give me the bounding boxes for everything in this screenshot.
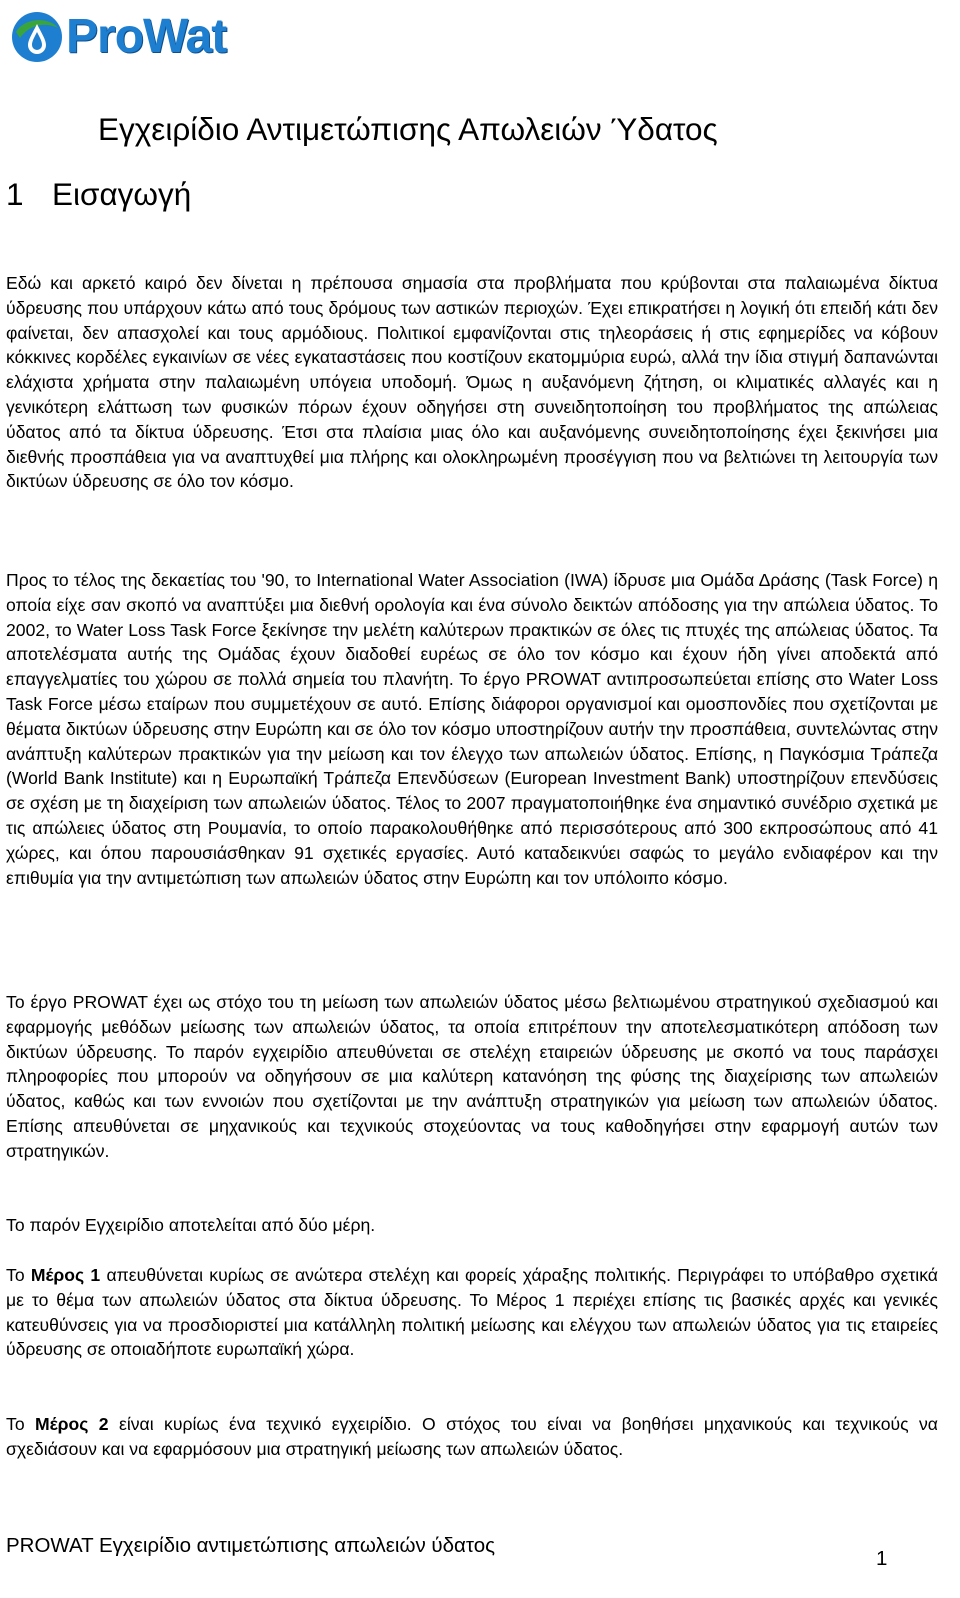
paragraph-6-prefix: Το <box>6 1414 36 1434</box>
paragraph-4: Το παρόν Εγχειρίδιο αποτελείται από δύο μέρη. <box>6 1215 376 1235</box>
logo-text: ProWat <box>66 10 227 63</box>
section-title: Εισαγωγή <box>52 176 192 212</box>
paragraph-6-text: είναι κυρίως ένα τεχνικό εγχειρίδιο. Ο στόχος του είναι να βοηθήσει μηχανικούς και τεχνικούς να σχεδιάσουν και να εφαρμόσουν μια στρατηγική μείωσης των απωλειών ύδατος. <box>6 1414 938 1459</box>
paragraph-1: Εδώ και αρκετό καιρό δεν δίνεται η πρέπουσα σημασία στα προβλήματα που κρύβονται στα παλαιωμένα δίκτυα ύδρευσης που υπάρχουν κάτω από τους δρόμους των αστικών περιοχών. Έχει επικρατήσει η λογική ότι επειδή κάτι δεν φαίνεται, δεν απασχολεί και τους αρμόδιους. Πολιτικοί εμφανίζονται στις τηλεοράσεις ή στις εφημερίδες να κόβουν κόκκινες κορδέλες εγκαινίων σε νέες εγκαταστάσεις που κοστίζουν εκατομμύρια ευρώ, αλλά την ίδια στιγμή δαπανώνται ελάχιστα χρήματα στην παλαιωμένη υπόγεια υποδομή. Όμως η αυξανόμενη ζήτηση, οι κλιματικές αλλαγές και η γενικότερη ελάττωση των φυσικών πόρων έχουν οδηγήσει στη συνειδητοποίηση του προβλήματος της απώλειας ύδατος από τα δίκτυα ύδρευσης. Έτσι στα πλαίσια μιας όλο και αυξανόμενης συνειδητοποίησης έχει ξεκινήσει μια διεθνής προσπάθεια για να αναπτυχθεί μια πλήρης και ολοκληρωμένη προσέγγιση που να βελτιώνει τη λειτουργία των δικτύων ύδρευσης σε όλο τον κόσμο. <box>6 273 938 492</box>
paragraph-3: Το έργο PROWAT έχει ως στόχο του τη μείωση των απωλειών ύδατος μέσω βελτιωμένου στρατηγικού σχεδιασμού και εφαρμογής μεθόδων μείωσης των απωλειών ύδατος, τα οποία επιτρέπουν την αποτελεσματικότερη απόδοση των δικτύων ύδρευσης. Το παρόν εγχειρίδιο απευθύνεται σε στελέχη εταιρειών ύδρευσης με σκοπό να τους παράσχει πληροφορίες που μπορούν να οδηγήσουν σε μια καλύτερη κατανόηση της φύσης της διαχείρισης των απωλειών ύδατος, καθώς και των εννοιών που σχετίζονται με την ανάπτυξη στρατηγικών για μείωση των απωλειών ύδατος. Επίσης απευθύνεται σε μηχανικούς και τεχνικούς στοχεύοντας να τους καθοδηγήσει στην εφαρμογή αυτών των στρατηγικών. <box>6 992 938 1161</box>
section-heading <box>6 173 191 215</box>
page-number: 1 <box>876 1547 888 1570</box>
document-title: Εγχειρίδιο Αντιμετώπισης Απωλειών Ύδατος <box>98 111 718 147</box>
paragraph-2: Προς το τέλος της δεκαετίας του '90, το International Water Association (IWA) ίδρυσε μια Ομάδα Δράσης (Task Force) η οποία είχε σαν σκοπό να αναπτύξει μια διεθνή ορολογία και ένα σύνολο δεικτών απόδοσης για την απώλεια ύδατος. Το 2002, το Water Loss Task Force ξεκίνησε την μελέτη καλύτερων πρακτικών σε όλες τις πτυχές της απώλειας ύδατος. Τα αποτελέσματα αυτής της Ομάδας έχουν διαδοθεί ευρέως σε όλο τον κόσμο και έχουν ήδη γίνει αποδεκτά από επαγγελματίες του χώρου σε πολλά σημεία του πλανήτη. Το έργο PROWAT αντιπροσωπεύεται επίσης στο Water Loss Task Force μέσω εταίρων που συμμετέχουν σε αυτό. Επίσης διάφοροι οργανισμοί και ομοσπονδίες που σχετίζονται με θέματα δικτύων ύδρευσης στην Ευρώπη και σε όλο τον κόσμο υποστηρίζουν αυτήν την προσπάθεια, συντελώντας στην ανάπτυξη καλύτερων πρακτικών για την μείωση και τον έλεγχο των απωλειών ύδατος. Επίσης, η Παγκόσμια Τράπεζα (World Bank Institute) και η Ευρωπαϊκή Τράπεζα Επενδύσεων (European Investment Bank) υποστηρίζουν επενδύσεις σε σχέση με τη διαχείριση των απωλειών ύδατος. Τέλος το 2007 πραγματοποιήθηκε ένα σημαντικό συνέδριο σχετικά με τις απώλειες ύδατος στη Ρουμανία, το οποίο παρακολουθήθηκε από περισσότερους από 300 εκπροσώπους από 41 χώρες, και όπου παρουσιάσθηκαν 91 σχετικές εργασίες. Αυτό καταδεικνύει σαφώς το μεγάλο ενδιαφέρον και την επιθυμία για την αντιμετώπιση των απωλειών ύδατος στην Ευρώπη και τον υπόλοιπο κόσμο. <box>6 570 938 888</box>
section-number: 1 <box>6 176 24 212</box>
paragraph-5-prefix: Το <box>6 1265 31 1285</box>
paragraph-6-bold: Μέρος 2 <box>35 1414 109 1434</box>
footer-text: PROWAT Εγχειρίδιο αντιμετώπισης απωλειών ύδατος <box>6 1534 495 1557</box>
paragraph-5-bold: Μέρος 1 <box>30 1265 101 1285</box>
paragraph-5 <box>6 1263 938 1362</box>
prowat-logo <box>10 8 226 66</box>
water-drop-icon <box>10 10 64 64</box>
paragraph-5-text: απευθύνεται κυρίως σε ανώτερα στελέχη και φορείς χάραξης πολιτικής. Περιγράφει το υπόβαθρο σχετικά με το θέμα των απωλειών ύδατος στα δίκτυα ύδρευσης. Το Μέρος 1 περιέχει επίσης τις βασικές αρχές και γενικές κατευθύνσεις για να προσδιοριστεί μια κατάλληλη πολιτική μείωσης και ελέγχου των απωλειών ύδατος για τις εταιρείες ύδρευσης σε οποιαδήποτε ευρωπαϊκή χώρα. <box>6 1265 938 1360</box>
paragraph-6 <box>6 1412 938 1462</box>
